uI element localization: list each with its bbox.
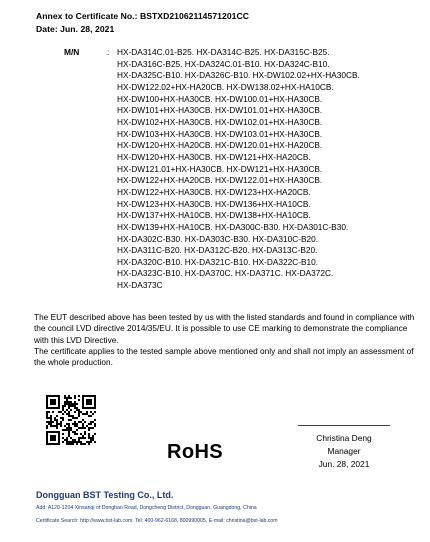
model-number-line: HX-DW122+HX-HA30CB. HX-DW123+HX-HA20CB. [117, 186, 311, 197]
model-number-line: HX-DW103+HX-HA30CB. HX-DW103.01+HX-HA30CB. [117, 128, 323, 139]
company-contact: Certificate Search: http://www.bst-lab.com, Tel: 400-962-6168, 800990005, E-mail: christina@bst-lab.com [36, 518, 278, 524]
compliance-statement [34, 312, 416, 368]
model-number-line: HX-DA302C-B30. HX-DA303C-B30. HX-DA310C-B20. [117, 233, 319, 244]
model-number-line: HX-DW101+HX-HA30CB. HX-DW101.01+HX-HA30CB. [117, 105, 323, 116]
model-number-line: HX-DW139+HX-HA10CB. HX-DA300C-B30. HX-DA301C-B30. [117, 221, 349, 232]
model-number-colon: : [107, 47, 110, 57]
company-address: Add: A120-1204 Xinsanqi of Dongbao Road, Dongcheng District, Dongguan, Guangdong, China [36, 505, 257, 511]
rohs-logo: RoHS [167, 441, 224, 463]
model-number-line: HX-DA373C [117, 280, 163, 291]
model-number-line: HX-DA314C.01-B25. HX-DA314C-B25. HX-DA315C-B25. [117, 47, 330, 57]
signatory-name: Christina Deng [316, 433, 372, 443]
model-number-line: HX-DW122.02+HX-HA20CB. HX-DW138.02+HX-HA10CB. [117, 81, 334, 92]
model-number-line: HX-DW120+HX-HA30CB. HX-DW121+HX-HA20CB. [117, 151, 311, 162]
scope-paragraph: The certificate applies to the tested sample above mentioned only and shall not imply an assessment of the whole production. [34, 345, 414, 368]
model-number-line: HX-DW100+HX-HA30CB. HX-DW100.01+HX-HA30CB. [117, 93, 323, 104]
model-number-line: HX-DW102+HX-HA30CB. HX-DW102.01+HX-HA30CB. [117, 116, 323, 127]
model-number-line: HX-DA311C-B20. HX-DA312C-B20. HX-DA313C-B20. [117, 245, 318, 256]
model-number-list [117, 47, 407, 292]
certificate-annex-number: Annex to Certificate No.: BSTXD21062114571201CC [36, 11, 249, 21]
model-number-label: M/N [64, 47, 80, 57]
model-number-line: HX-DW123+HX-HA30CB. HX-DW136+HX-HA10CB. [117, 198, 311, 209]
model-number-line: HX-DA316C-B25. HX-DA324C.01-B10. HX-DA324C-B10. [117, 58, 330, 69]
model-number-line: HX-DA323C-B10. HX-DA370C. HX-DA371C. HX-DA372C. [117, 268, 334, 279]
compliance-paragraph: The EUT described above has been tested by us with the listed standards and found in compliance with the council LVD directive 2014/35/EU. It is possible to use CE marking to demonstrate the compliance with this LVD Directive. [34, 312, 415, 345]
model-number-line: HX-DW121.01+HX-HA30CB. HX-DW121+HX-HA30CB. [117, 163, 323, 174]
qr-code-icon [46, 395, 96, 445]
signatory-title: Manager [327, 446, 361, 456]
company-name: Dongguan BST Testing Co., Ltd. [36, 490, 174, 500]
model-number-line: HX-DA320C-B10. HX-DA321C-B10. HX-DA322C-B10. [117, 256, 319, 267]
model-number-line: HX-DW122+HX-HA20CB. HX-DW122.01+HX-HA30CB. [117, 175, 323, 186]
model-number-line: HX-DW137+HX-HA10CB. HX-DW138+HX-HA10CB. [117, 210, 311, 221]
signature-date: Jun. 28, 2021 [318, 459, 370, 469]
signature-line [298, 425, 390, 426]
model-number-line: HX-DA325C-B10. HX-DA326C-B10. HX-DW102.02+HX-HA30CB. [117, 70, 360, 81]
certificate-date: Date: Jun. 28, 2021 [36, 24, 115, 34]
model-number-line: HX-DW120+HX-HA20CB. HX-DW120.01+HX-HA20CB. [117, 140, 323, 151]
